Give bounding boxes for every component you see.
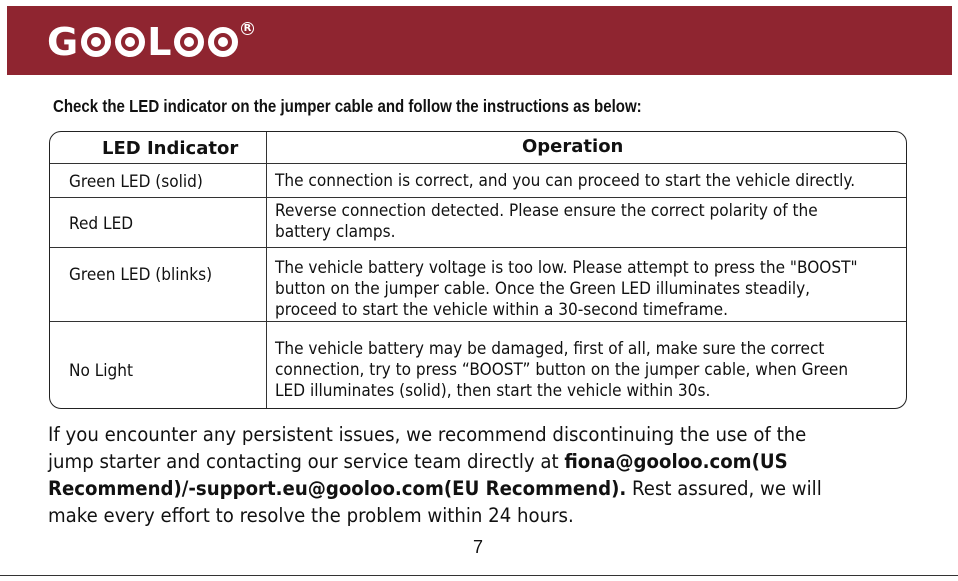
support-note-text-end: Rest assured, we will make every effort to resolve the problem within 24 hours. [48, 477, 822, 527]
bottom-rule [0, 575, 958, 576]
logo-o-icon [81, 27, 111, 57]
indicator-cell: Green LED (solid) [69, 172, 203, 191]
support-note-text: If you encounter any persistent issues, we recommend discontinuing the use of the jump starter and contacting our service team directly at [48, 423, 807, 473]
operation-cell: The vehicle battery voltage is too low. Please attempt to press the "BOOST" button on the jumper cable. Once the Green LED illuminates steadily, proceed to start the vehicle within a 30-second timeframe. [275, 258, 858, 319]
logo-o-icon [208, 27, 238, 57]
indicator-cell: Green LED (blinks) [69, 265, 213, 284]
indicator-cell: Red LED [69, 214, 134, 233]
row-divider [50, 321, 906, 322]
support-note [48, 421, 857, 529]
logo-o-icon [115, 27, 145, 57]
column-header-operation: Operation [522, 136, 624, 157]
column-divider [266, 132, 267, 408]
indicator-cell: No Light [69, 361, 134, 380]
logo-o-icon [174, 27, 204, 57]
gooloo-logo: G L R [47, 20, 240, 64]
operation-cell: Reverse connection detected. Please ensure the correct polarity of the battery clamps. [275, 201, 818, 241]
operation-cell: The connection is correct, and you can proceed to start the vehicle directly. [275, 171, 856, 190]
column-header-led-indicator: LED Indicator [102, 138, 239, 159]
led-indicator-table [49, 131, 907, 409]
support-emails: fiona@gooloo.com(US Recommend)/-support.eu@gooloo.com(EU Recommend). [48, 450, 788, 500]
registered-mark-icon: R [241, 22, 254, 35]
instruction-heading: Check the LED indicator on the jumper cable and follow the instructions as below: [53, 96, 642, 116]
brand-header [7, 6, 952, 75]
row-divider [50, 247, 906, 248]
operation-cell: The vehicle battery may be damaged, first of all, make sure the correct connection, try to press “BOOST” button on the jumper cable, when Green LED illuminates (solid), then start the vehicle within 30s. [275, 339, 849, 400]
row-divider [50, 197, 906, 198]
header-divider [50, 163, 906, 164]
page-number: 7 [473, 537, 484, 557]
